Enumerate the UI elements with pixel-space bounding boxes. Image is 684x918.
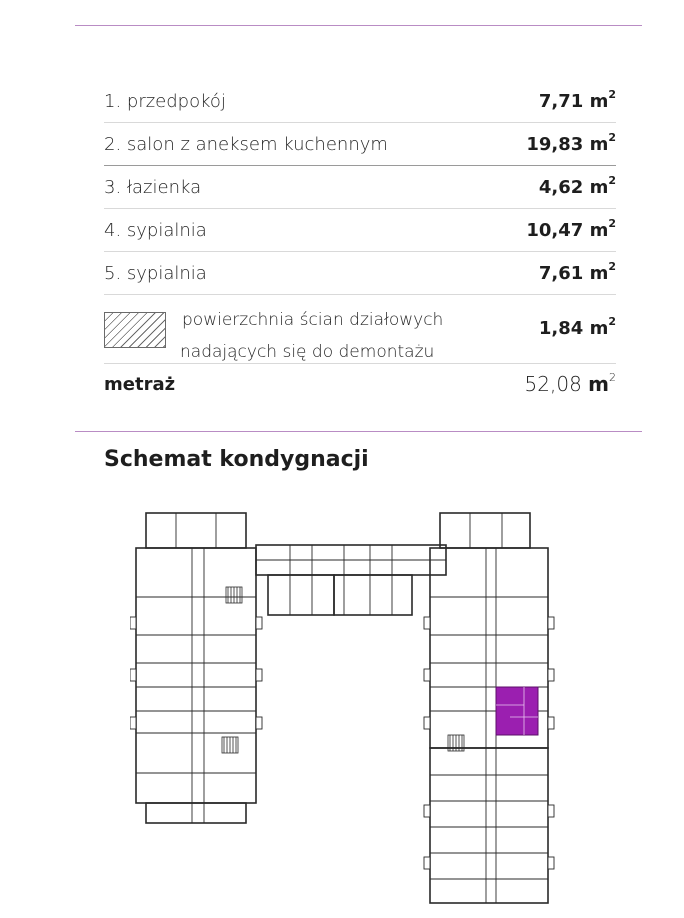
schema-title: Schemat kondygnacji (104, 447, 369, 472)
area-table (104, 80, 616, 406)
room-label: 4. sypialnia (104, 220, 207, 241)
room-area: 19,83 $m^2$ (526, 131, 616, 155)
walls-area: 1,84 $m^2$ (538, 315, 616, 339)
plan-block (440, 513, 530, 548)
plan-block (136, 548, 256, 803)
walls-description (180, 304, 443, 368)
top-divider (75, 25, 642, 26)
room-row (104, 166, 616, 209)
room-row (104, 209, 616, 252)
highlighted-apartment (496, 687, 538, 735)
total-area: 52,08 $m^2$ (524, 371, 616, 396)
walls-row (104, 295, 616, 364)
room-area: 4,62 $m^2$ (538, 174, 616, 198)
section-divider (75, 431, 642, 432)
room-label: 3. łazienka (104, 177, 202, 198)
room-row (104, 252, 616, 295)
hatch-swatch-icon (104, 312, 166, 348)
plan-block (268, 575, 334, 615)
room-area: 7,71 $m^2$ (538, 88, 616, 112)
room-area: 7,61 $m^2$ (538, 260, 616, 284)
floor-plan (130, 505, 560, 915)
plan-block (146, 513, 246, 548)
room-area: 10,47 $m^2$ (526, 217, 616, 241)
total-label: metraż (104, 374, 176, 395)
plan-block (430, 748, 548, 903)
room-row (104, 80, 616, 123)
room-label: 2. salon z aneksem kuchennym (104, 134, 388, 155)
walls-line-1: powierzchnia ścian działowych (182, 310, 444, 330)
plan-block (146, 803, 246, 823)
room-label: 5. sypialnia (104, 263, 207, 284)
room-label: 1. przedpokój (104, 91, 226, 112)
plan-block (334, 575, 412, 615)
room-row (104, 123, 616, 166)
total-row (104, 364, 616, 406)
walls-line-2: nadających się do demontażu (180, 342, 435, 362)
